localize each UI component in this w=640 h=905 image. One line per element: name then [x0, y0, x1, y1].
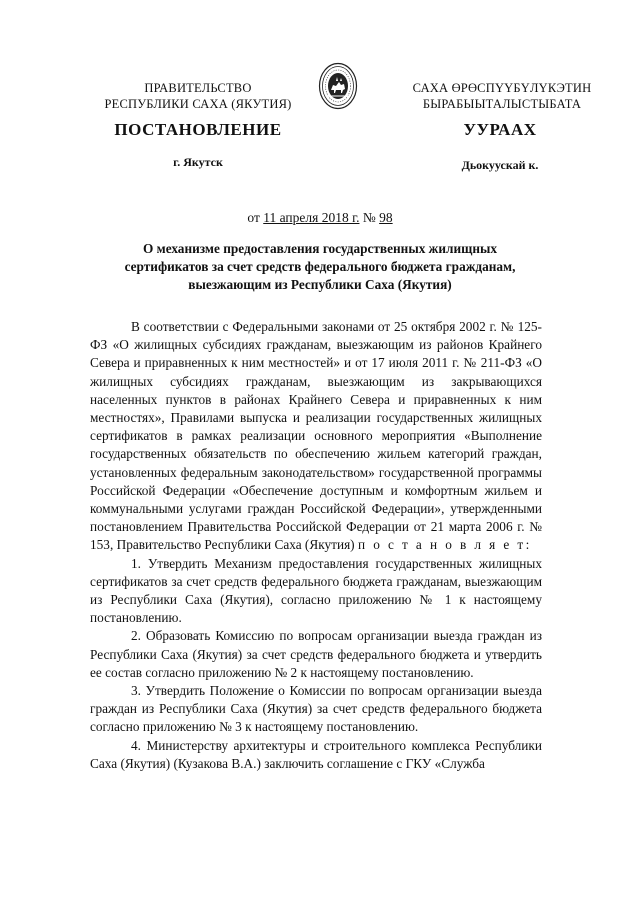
document-title-ru: ПОСТАНОВЛЕНИЕ [114, 120, 282, 139]
government-name-sakha [382, 80, 622, 112]
city-sakha: Дьокуускай к. [461, 158, 539, 172]
item-2-paragraph: 2. Образовать Комиссию по вопросам организации выезда граждан из Республики Саха (Якутия) за счет средств федерального бюджета и утвердить ее состав согласно приложению № 2 к настоящему постановлению. [90, 628, 542, 680]
subject-line3: выезжающим из Республики Саха (Якутия) [188, 277, 452, 292]
document-subject [100, 240, 540, 294]
coat-of-arms-emblem [318, 62, 358, 110]
government-name-ru-line1: ПРАВИТЕЛЬСТВО [144, 81, 252, 95]
government-name-ru-line2: РЕСПУБЛИКИ САХА (ЯКУТИЯ) [104, 97, 292, 111]
document-title-sakha: УУРААХ [463, 120, 537, 139]
preamble-paragraph [90, 318, 542, 555]
item-3-paragraph: 3. Утвердить Положение о Комиссии по вопросам организации выезда граждан из Республики Саха (Якутия) за счет средств федерального бюджета согласно приложению № 3 к настоящему постановлению. [90, 683, 542, 735]
government-name-ru [88, 80, 308, 112]
preamble-text: В соответствии с Федеральными законами от 25 октября 2002 г. № 125-ФЗ «О жилищных субсидиях гражданам, выезжающим из районов Крайнего Севера и приравненных к ним местностей» и от 17 июля 2011 г. № 211-ФЗ «О жилищных субсидиях гражданам, выезжающим из закрывающихся населенных пунктов в районах Крайнего Севера и приравненных к ним местностях», Правилами выпуска и реализации государственных жилищных сертификатов в рамках реализации основного мероприятия «Выполнение государственных обязательств по обеспечению жильем категорий граждан, установленных федеральным законодательством» государственной программы Российской Федерации «Обеспечение доступным и комфортным жильем и коммунальными услугами граждан Российской Федерации», утвержденными постановлением Правительства Российской Федерации от 21 марта 2006 г. № 153, Правительство Республики Саха (Якутия) [90, 319, 542, 553]
city-ru: г. Якутск [173, 155, 223, 169]
government-name-sakha-line2: БЫРАБЫЫТАЛЫСТЫБАТА [422, 97, 582, 111]
document-number: 98 [379, 210, 393, 225]
document-body [90, 318, 542, 773]
document-date-line [200, 210, 440, 226]
document-date: 11 апреля 2018 г. [263, 210, 360, 225]
item-1-paragraph: 1. Утвердить Механизм предоставления государственных жилищных сертификатов за счет средств федерального бюджета гражданам, выезжающим из Республики Саха (Якутия), согласно приложению № 1 к настоящему постановлению. [90, 555, 542, 626]
subject-line1: О механизме предоставления государственных жилищных [142, 241, 498, 256]
resolves-text: п о с т а н о в л я е т: [357, 537, 532, 553]
number-sign: № [362, 210, 376, 225]
date-prefix: от [247, 210, 260, 225]
subject-line2: сертификатов за счет средств федерального бюджета гражданам, [124, 259, 516, 274]
item-4-paragraph: 4. Министерству архитектуры и строительного комплекса Республики Саха (Якутия) (Кузакова В.А.) заключить соглашение с ГКУ «Служба [90, 737, 542, 771]
government-name-sakha-line1: САХА ӨРӨСПYYБYЛYКЭТИН [412, 81, 592, 95]
